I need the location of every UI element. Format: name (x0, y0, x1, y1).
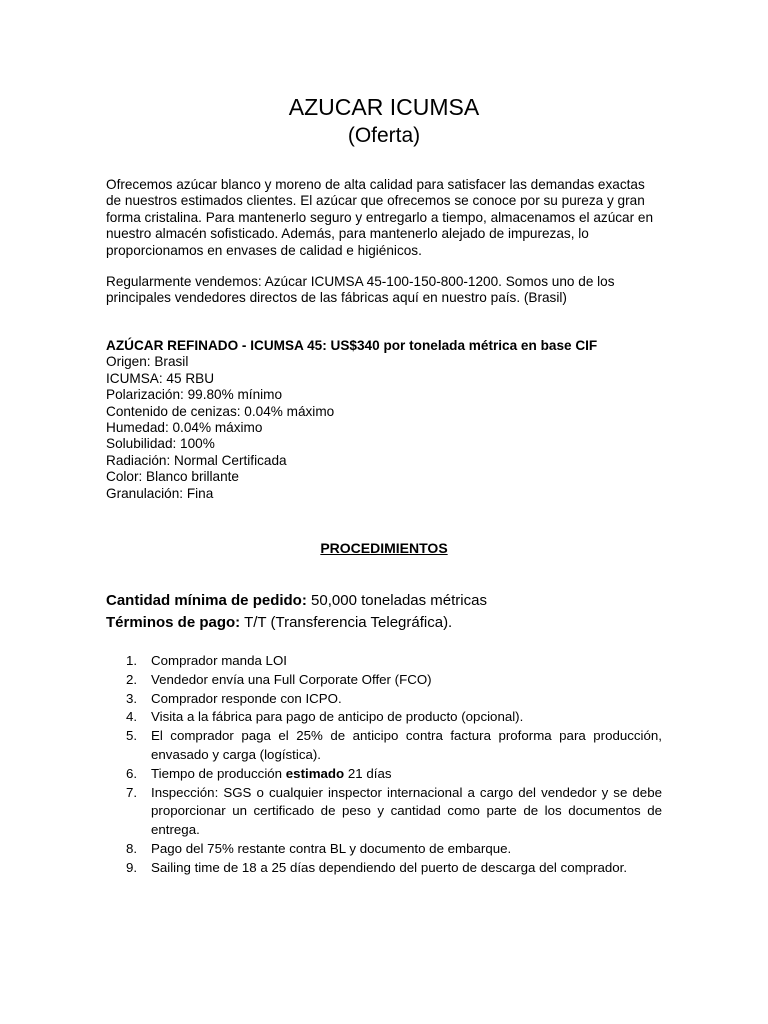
list-item (106, 840, 662, 859)
step-number: 3. (126, 690, 138, 706)
step-number: 9. (126, 859, 138, 875)
list-item (106, 765, 662, 784)
spec-line: Polarización: 99.80% mínimo (106, 387, 283, 403)
step-number: 7. (126, 784, 138, 800)
list-item (106, 671, 662, 690)
step-text: Inspección: SGS o cualquier inspector internacional a cargo del vendedor y se debe proporcionar un certificado de peso y cantidad como parte de los documentos de entrega. (151, 784, 662, 838)
step-text-before: Tiempo de producción (151, 765, 286, 781)
step-number: 8. (126, 840, 138, 856)
list-item (106, 859, 662, 878)
step-text: Visita a la fábrica para pago de anticipo de producto (opcional). (151, 709, 524, 725)
terms-block (106, 590, 666, 634)
spec-line: Color: Blanco brillante (106, 469, 239, 485)
document-title: AZUCAR ICUMSA (288, 94, 480, 120)
min-order-value: 50,000 toneladas métricas (311, 592, 487, 609)
step-number: 6. (126, 765, 138, 781)
spec-block (106, 338, 706, 502)
spec-line: Solubilidad: 100% (106, 436, 215, 452)
step-number: 2. (126, 671, 138, 687)
procedure-steps-list (106, 652, 662, 878)
payment-label: Términos de pago: (106, 614, 241, 631)
spec-line: ICUMSA: 45 RBU (106, 370, 215, 386)
step-number: 4. (126, 709, 138, 725)
payment-line (106, 612, 666, 634)
payment-value: T/T (Transferencia Telegráfica). (244, 614, 453, 631)
step-text-bold: estimado (285, 765, 345, 781)
list-item (106, 727, 662, 765)
list-item (106, 708, 662, 727)
list-item (106, 652, 662, 671)
step-text: El comprador paga el 25% de anticipo contra factura proforma para producción, envasado y carga (logística). (151, 728, 662, 762)
step-text: Sailing time de 18 a 25 días dependiendo del puerto de descarga del comprador. (151, 859, 628, 875)
step-number: 1. (126, 653, 138, 668)
min-order-line (106, 590, 666, 612)
document-subtitle: (Oferta) (347, 124, 421, 147)
intro-paragraph: Ofrecemos azúcar blanco y moreno de alta calidad para satisfacer las demandas exactas de nuestros estimados clientes. El azúcar que ofrecemos se conoce por su pureza y gran forma cristalina. Para mantenerlo seguro y entregarlo a tiempo, almacenamos el azúcar en nuestro almacén sofisticado. Además, para mantenerlo alejado de impurezas, lo proporcionamos en envases de calidad e higiénicos. (106, 177, 654, 258)
spec-line: Contenido de cenizas: 0.04% máximo (106, 403, 335, 419)
step-number: 5. (126, 728, 138, 744)
spec-line: Humedad: 0.04% máximo (106, 420, 263, 436)
products-paragraph: Regularmente vendemos: Azúcar ICUMSA 45-100-150-800-1200. Somos uno de los principales vendedores directos de las fábricas aquí en nuestro país. (Brasil) (106, 274, 615, 306)
spec-line: Radiación: Normal Certificada (106, 452, 287, 468)
spec-line: Granulación: Fina (106, 485, 214, 501)
min-order-label: Cantidad mínima de pedido: (106, 592, 307, 609)
procedures-heading: PROCEDIMIENTOS (320, 540, 448, 556)
step-text: Pago del 75% restante contra BL y documento de embarque. (151, 840, 512, 856)
list-item (106, 690, 662, 709)
step-text: Comprador responde con ICPO. (151, 690, 342, 706)
step-text: Comprador manda LOI (151, 653, 287, 668)
step-text-after: 21 días (344, 765, 392, 781)
spec-line: Origen: Brasil (106, 354, 189, 370)
step-text: Vendedor envía una Full Corporate Offer (FCO) (151, 671, 432, 687)
step-text (151, 765, 662, 784)
spec-heading: AZÚCAR REFINADO - ICUMSA 45: US$340 por tonelada métrica en base CIF (106, 338, 598, 353)
list-item (106, 784, 662, 840)
